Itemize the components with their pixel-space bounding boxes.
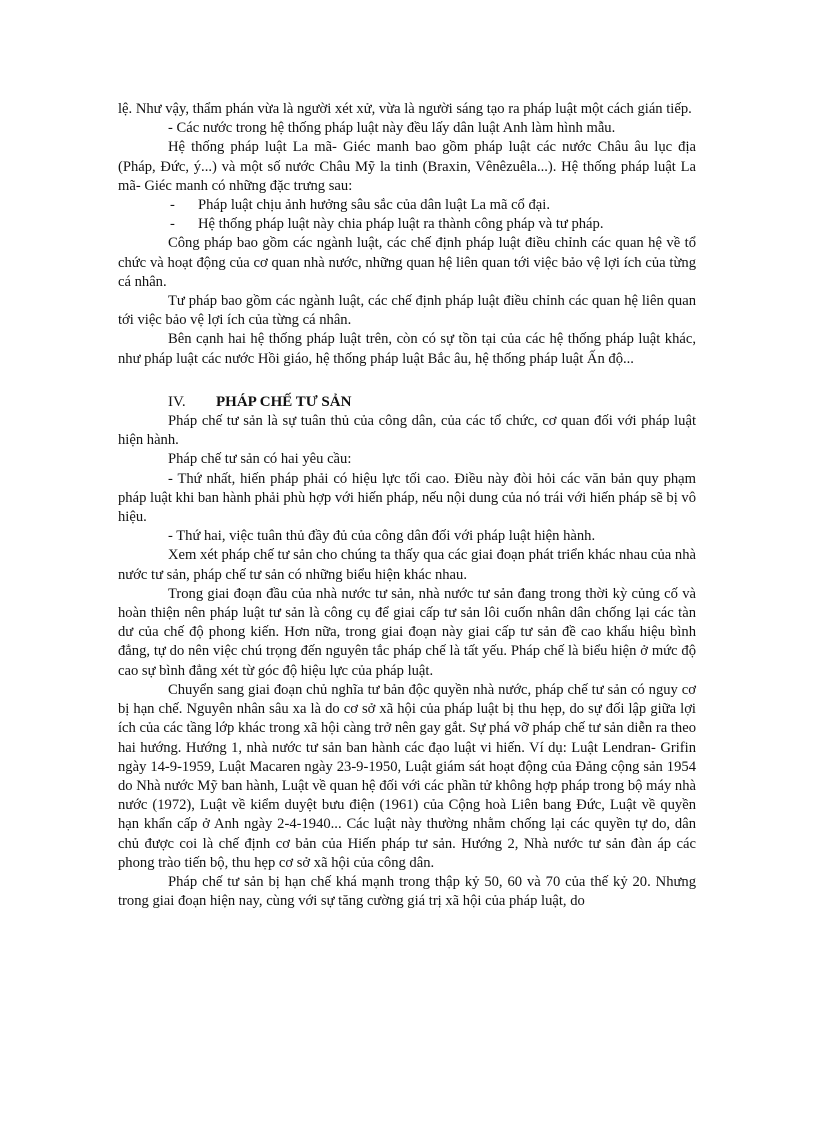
dash-bullet: - xyxy=(170,216,175,233)
document-page xyxy=(118,100,696,911)
paragraph: lệ. Như vậy, thẩm phán vừa là người xét xử, vừa là người sáng tạo ra pháp luật một cách gián tiếp. xyxy=(118,101,692,117)
paragraph: Công pháp bao gồm các ngành luật, các chế định pháp luật điều chỉnh các quan hệ về tổ chức và hoạt động của cơ quan nhà nước, những quan hệ liên quan tới việc bảo vệ lợi ích của từng cá nhân. xyxy=(118,235,696,290)
paragraph: Pháp chế tư sản là sự tuân thủ của công dân, của các tổ chức, cơ quan đối với pháp luật hiện hành. xyxy=(118,413,696,449)
paragraph: - Các nước trong hệ thống pháp luật này đều lấy dân luật Anh làm hình mẫu. xyxy=(168,120,616,137)
paragraph: Pháp chế tư sản bị hạn chế khá mạnh trong thập kỷ 50, 60 và 70 của thế kỷ 20. Nhưng trong giai đoạn hiện nay, cùng với sự tăng cường giá trị xã hội của pháp luật, do xyxy=(118,873,696,910)
paragraph: Tư pháp bao gồm các ngành luật, các chế định pháp luật điều chỉnh các quan hệ liên quan tới việc bảo vệ lợi ích của từng cá nhân. xyxy=(118,293,696,329)
paragraph: - Thứ hai, việc tuân thủ đầy đủ của công dân đối với pháp luật hiện hành. xyxy=(168,528,596,545)
dash-bullet: - xyxy=(170,197,175,214)
paragraph: Hệ thống pháp luật La mã- Giéc manh bao gồm pháp luật các nước Châu âu lục địa (Pháp, Đức, ý...) và một số nước Châu Mỹ la tinh (Braxin, Vênêzuêla...). Hệ thống pháp luật La mã- Giéc manh có những đặc trưng sau: xyxy=(118,139,696,194)
list-item xyxy=(118,215,696,234)
section-heading xyxy=(118,393,696,412)
section-number: IV. xyxy=(168,393,186,410)
paragraph: Chuyển sang giai đoạn chủ nghĩa tư bản độc quyền nhà nước, pháp chế tư sản có nguy cơ bị hạn chế. Nguyên nhân sâu xa là do cơ sở xã hội của pháp luật bị thu hẹp, do sự đối lập giữa lợi ích của các tầng lớp khác trong xã hội càng trở nên gay gắt. Sự phá vỡ pháp chế tư sản diễn ra theo hai hướng. Hướng 1, nhà nước tư sản ban hành các đạo luật vi hiến. Ví dụ: Luật Lendran- Grifin ngày 14-9-1959, Luật Macaren ngày 23-9-1950, Luật giám sát hoạt động của Đảng cộng sản 1954 do Nhà nước Mỹ ban hành, Luật về quan hệ đối với các phần tử không hợp pháp trong bộ máy nhà nước (1972), Luật về kiểm duyệt bưu điện (1961) của Cộng hoà Liên bang Đức, Luật về quyền hạn khẩn cấp ở Anh ngày 2-4-1940... Các luật này thường nhằm chống lại các quyền tự do, dân chủ được coi là chế định cơ bản của Hiến pháp tư sản. Hướng 2, Nhà nước tư sản đàn áp các phong trào tiến bộ, thu hẹp cơ sở xã hội của công dân. xyxy=(118,681,696,871)
list-item-text: Hệ thống pháp luật này chia pháp luật ra thành công pháp và tư pháp. xyxy=(198,216,604,233)
paragraph: - Thứ nhất, hiến pháp phải có hiệu lực tối cao. Điều này đòi hỏi các văn bản quy phạm pháp luật khi ban hành phải phù hợp với hiến pháp, nếu nội dung của nó trái với hiến pháp sẽ bị vô hiệu. xyxy=(118,470,697,526)
list-item xyxy=(118,196,696,215)
paragraph: Bên cạnh hai hệ thống pháp luật trên, còn có sự tồn tại của các hệ thống pháp luật khác, như pháp luật các nước Hồi giáo, hệ thống pháp luật Bắc âu, hệ thống pháp luật Ấn độ... xyxy=(118,331,696,367)
list-item-text: Pháp luật chịu ảnh hưởng sâu sắc của dân luật La mã cổ đại. xyxy=(198,197,550,214)
section-title: PHÁP CHẾ TƯ SẢN xyxy=(216,393,352,410)
paragraph: Xem xét pháp chế tư sản cho chúng ta thấy qua các giai đoạn phát triển khác nhau của nhà nước tư sản, pháp chế tư sản có những biểu hiện khác nhau. xyxy=(118,547,696,583)
paragraph: Trong giai đoạn đầu của nhà nước tư sản, nhà nước tư sản đang trong thời kỳ củng cố và hoàn thiện nên pháp luật tư sản là công cụ để giai cấp tư sản lôi cuốn nhân dân chống lại các tàn dư của chế độ phong kiến. Hơn nữa, trong giai đoạn này giai cấp tư sản đề cao khẩu hiệu bình đẳng, tự do nên việc chú trọng đến nguyên tắc pháp chế là tất yếu. Pháp chế là biểu hiện ở mức độ cao sự bình đẳng xét từ góc độ hiệu lực của pháp luật. xyxy=(118,585,696,679)
paragraph: Pháp chế tư sản có hai yêu cầu: xyxy=(168,451,352,468)
